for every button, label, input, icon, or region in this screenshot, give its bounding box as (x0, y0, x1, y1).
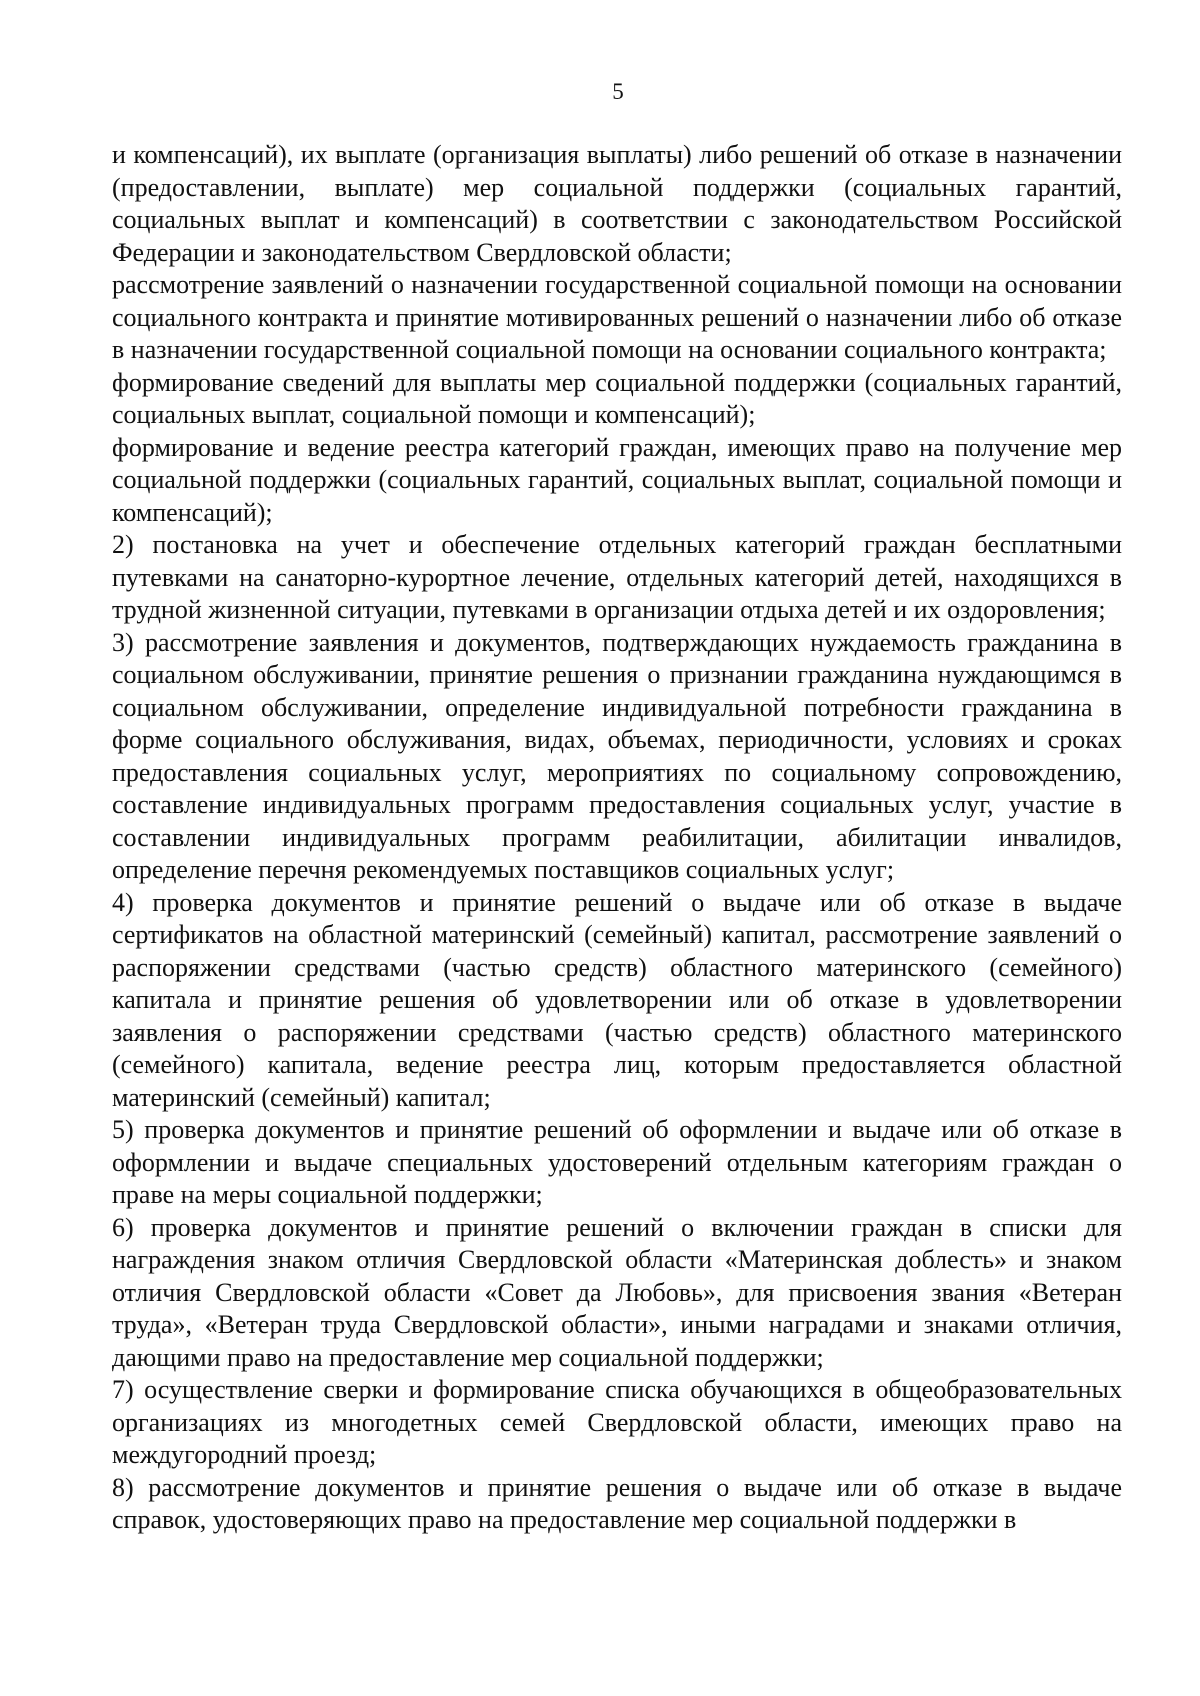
paragraph: 5) проверка документов и принятие решений об оформлении и выдаче или об отказе в оформлении и выдаче специальных удостоверений отдельным категориям граждан о праве на меры социальной поддержки; (112, 1115, 1122, 1209)
paragraph: и компенсаций), их выплате (организация выплаты) либо решений об отказе в назначении (предоставлении, выплате) мер социальной поддержки (социальных гарантий, социальных выплат и компенсаций) в соответствии с законодательством Российской Федерации и законодательством Свердловской области; (112, 140, 1122, 267)
paragraph: 8) рассмотрение документов и принятие решения о выдаче или об отказе в выдаче справок, удостоверяющих право на предоставление мер социальной поддержки в (112, 1472, 1122, 1534)
paragraph: 3) рассмотрение заявления и документов, подтверждающих нуждаемость гражданина в социальном обслуживании, принятие решения о признании гражданина нуждающимся в социальном обслуживании, определение индивидуальной потребности гражданина в форме социального обслуживания, видах, объемах, периодичности, условиях и сроках предоставления социальных услуг, мероприятиях по социальному сопровождению, составление индивидуальных программ предоставления социальных услуг, участие в составлении индивидуальных программ реабилитации, абилитации инвалидов, определение перечня рекомендуемых поставщиков социальных услуг; (112, 627, 1122, 884)
paragraph: 7) осуществление сверки и формирование списка обучающихся в общеобразовательных организациях из многодетных семей Свердловской области, имеющих право на междугородний проезд; (112, 1375, 1122, 1469)
page-number: 5 (612, 79, 624, 104)
paragraph: 4) проверка документов и принятие решений о выдаче или об отказе в выдаче сертификатов на областной материнский (семейный) капитал, рассмотрение заявлений о распоряжении средствами (частью средств) областного материнского (семейного) капитала и принятие решения об удовлетворении или об отказе в удовлетворении заявления о распоряжении средствами (частью средств) областного материнского (семейного) капитала, ведение реестра лиц, которым предоставляется областной материнский (семейный) капитал; (112, 887, 1122, 1112)
paragraph: формирование сведений для выплаты мер социальной поддержки (социальных гарантий, социальных выплат, социальной помощи и компенсаций); (112, 367, 1122, 429)
paragraph: 6) проверка документов и принятие решений о включении граждан в списки для награждения знаком отличия Свердловской области «Материнская доблесть» и знаком отличия Свердловской области «Совет да Любовь», для присвоения звания «Ветеран труда», «Ветеран труда Свердловской области», иными наградами и знаками отличия, дающими право на предоставление мер социальной поддержки; (112, 1212, 1122, 1372)
document-body (112, 139, 1122, 1537)
paragraph: 2) постановка на учет и обеспечение отдельных категорий граждан бесплатными путевками на санаторно-курортное лечение, отдельных категорий детей, находящихся в трудной жизненной ситуации, путевками в организации отдыха детей и их оздоровления; (112, 530, 1122, 624)
paragraph: формирование и ведение реестра категорий граждан, имеющих право на получение мер социальной поддержки (социальных гарантий, социальных выплат, социальной помощи и компенсаций); (112, 432, 1122, 527)
paragraph: рассмотрение заявлений о назначении государственной социальной помощи на основании социального контракта и принятие мотивированных решений о назначении либо об отказе в назначении государственной социальной помощи на основании социального контракта; (112, 270, 1122, 364)
